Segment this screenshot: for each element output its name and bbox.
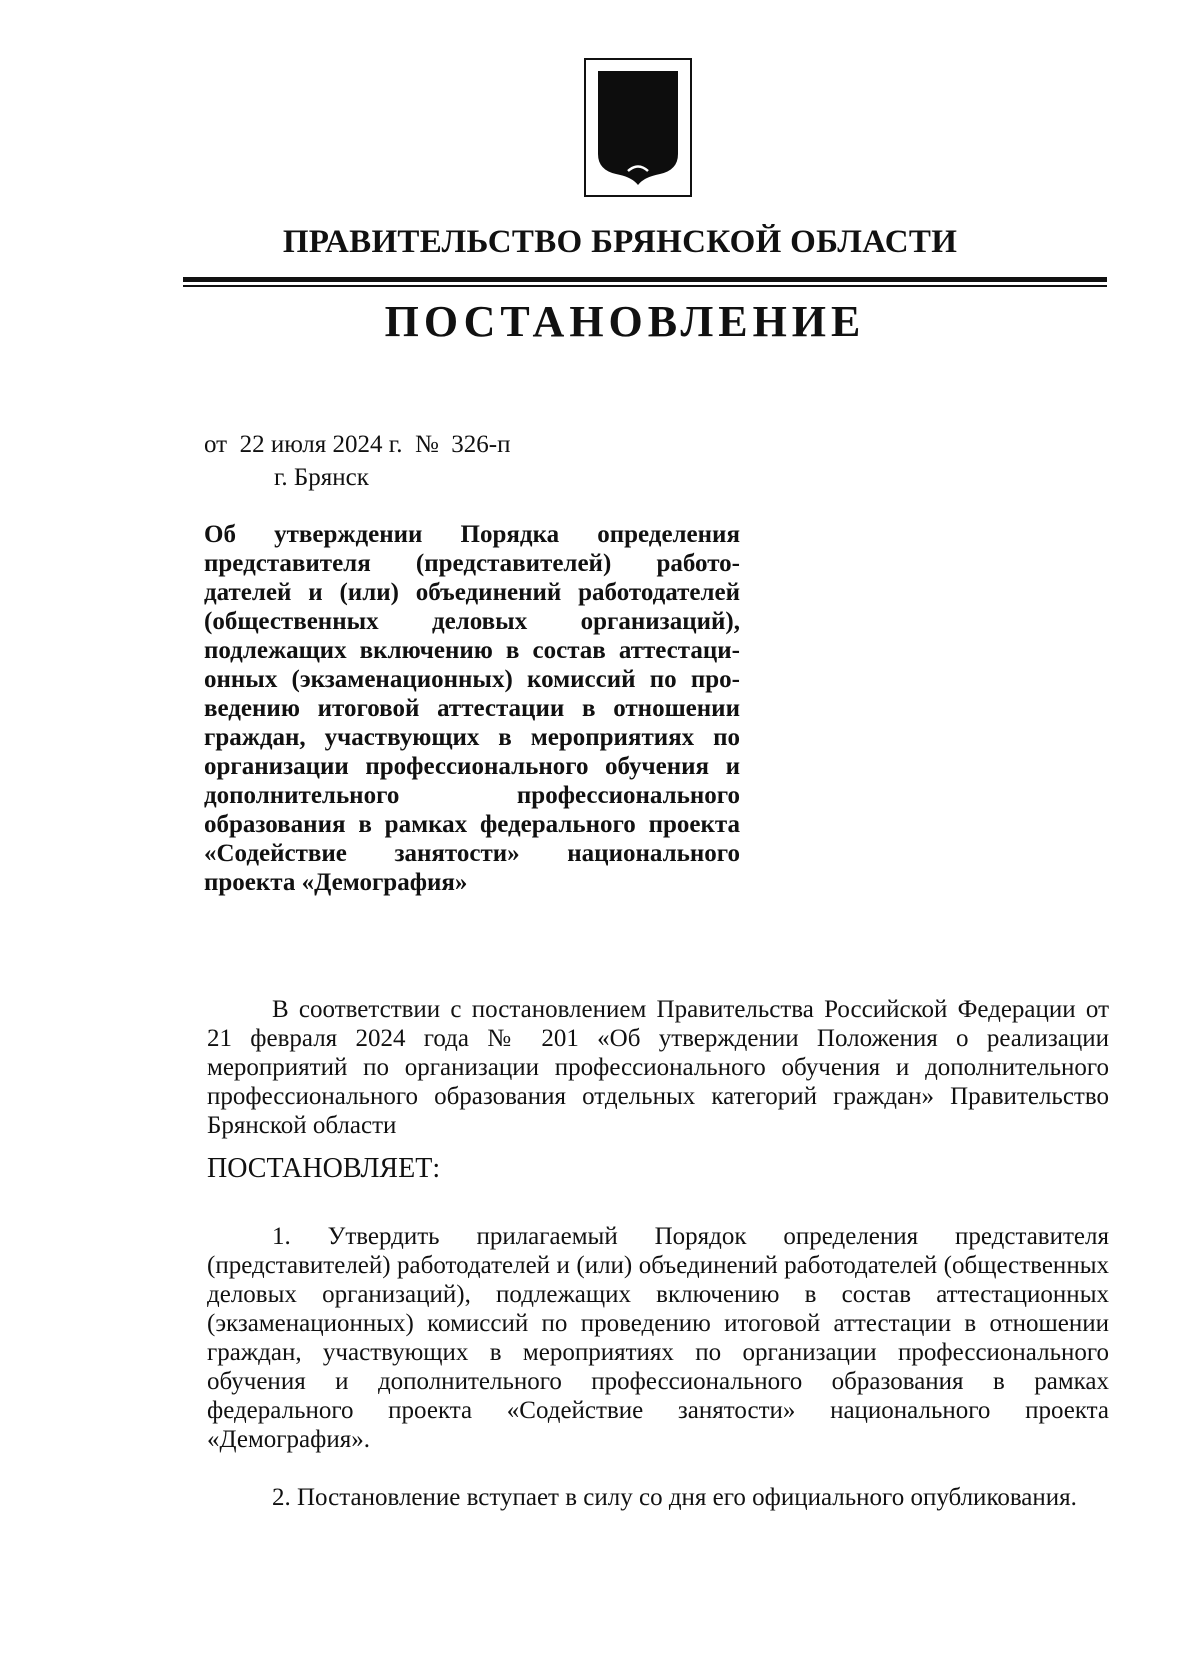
preamble-paragraph: В соответствии с постановлением Правительства Российской Федерации от 21 февраля 2024 года № 201 «Об утверждении Положения о реализации мероприятий по организации профессионального обучения и дополнительного профессионального образования отдельных категорий граждан» Правительство Брянской области	[207, 996, 1109, 1139]
resolves-heading: ПОСТАНОВЛЯЕТ:	[207, 1153, 441, 1184]
resolution-item-1: 1. Утвердить прилагаемый Порядок определения представителя (представителей) работодателей и (или) объединений работодателей (общественных деловых организаций), подлежащих включению в состав аттестационных (экзаменационных) комиссий по проведению итоговой аттестации в отношении граждан, участвующих в мероприятиях по организации профессионального обучения и дополнительного профессионального образования в рамках федерального проекта «Содействие занятости» национального проекта «Демография».	[207, 1223, 1109, 1453]
document-subject: Об утверждении Порядка определения представителя (представителей) работодателей и (или) объединений работодателей (общественных деловых организаций), подлежащих включению в состав аттестационных (экзаменационных) комиссий по проведению итоговой аттестации в отношении граждан, участвующих в мероприятиях по организации профессионального обучения и дополнительного профессионального образования в рамках федерального проекта «Содействие занятости» национального проекта «Демография»	[204, 521, 740, 896]
document-date-number: от 22 июля 2024 г. № 326-п	[204, 431, 511, 458]
issuing-authority-title: ПРАВИТЕЛЬСТВО БРЯНСКОЙ ОБЛАСТИ	[282, 224, 958, 260]
resolution-item-2: 2. Постановление вступает в силу со дня его официального опубликования.	[272, 1484, 1077, 1511]
document-city: г. Брянск	[274, 464, 369, 491]
coat-of-arms-emblem-icon	[584, 58, 692, 197]
header-divider-thick	[183, 277, 1107, 282]
header-divider-thin	[183, 285, 1107, 287]
document-type-title: ПОСТАНОВЛЕНИЕ	[384, 297, 866, 346]
